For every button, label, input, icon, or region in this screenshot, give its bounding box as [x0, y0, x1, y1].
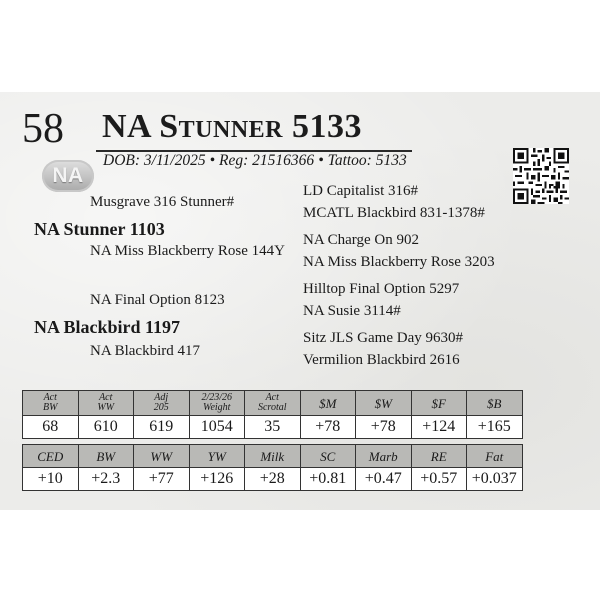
value-ced: +10 [23, 468, 79, 491]
pedigree-gen3-3: NA Charge On 902 [303, 232, 419, 248]
epd-header-row [23, 445, 523, 468]
separator: • [318, 152, 324, 169]
pedigree-sire: NA Stunner 1103 [34, 219, 165, 239]
value-weight: 1054 [189, 416, 245, 439]
tattoo: Tattoo: 5133 [327, 152, 407, 169]
pedigree-gen3-2: MCATL Blackbird 831-1378# [303, 205, 485, 221]
value-dollar-m: +78 [300, 416, 356, 439]
header-re: RE [411, 445, 467, 468]
header-bw: BW [78, 445, 134, 468]
pedigree-gen3-5: Hilltop Final Option 5297 [303, 281, 460, 297]
header-adj-205: Adj 205 [134, 391, 190, 416]
header-dollar-m: $M [300, 391, 356, 416]
pedigree-dam-sire: NA Final Option 8123 [90, 292, 225, 308]
header-marb: Marb [356, 445, 412, 468]
lot-card [0, 92, 600, 510]
value-fat: +0.037 [467, 468, 523, 491]
value-bw: +2.3 [78, 468, 134, 491]
value-act-bw: 68 [23, 416, 79, 439]
pedigree-gen3-1: LD Capitalist 316# [303, 183, 418, 199]
pedigree-sire-dam: NA Miss Blackberry Rose 144Y [90, 243, 285, 259]
header-fat: Fat [467, 445, 523, 468]
value-ww: +77 [134, 468, 190, 491]
pedigree-gen3-8: Vermilion Blackbird 2616 [303, 352, 460, 368]
na-logo: NA [42, 160, 94, 192]
header-dollar-b: $B [467, 391, 523, 416]
value-dollar-w: +78 [356, 416, 412, 439]
pedigree-sire-sire: Musgrave 316 Stunner# [90, 194, 235, 210]
performance-header-row [23, 391, 523, 416]
performance-table [22, 390, 523, 439]
animal-info-line [103, 152, 407, 170]
pedigree-gen3-6: NA Susie 3114# [303, 303, 401, 319]
header-sc: SC [300, 445, 356, 468]
animal-name: NA Stunner 5133 [102, 108, 362, 145]
header-dollar-f: $F [411, 391, 467, 416]
header-yw: YW [189, 445, 245, 468]
pedigree-gen3-4: NA Miss Blackberry Rose 3203 [303, 254, 495, 270]
epd-value-row [23, 468, 523, 491]
header-ww: WW [134, 445, 190, 468]
lot-number: 58 [22, 106, 64, 152]
value-re: +0.57 [411, 468, 467, 491]
epd-table [22, 444, 523, 491]
header-dollar-w: $W [356, 391, 412, 416]
value-act-ww: 610 [78, 416, 134, 439]
value-dollar-b: +165 [467, 416, 523, 439]
value-marb: +0.47 [356, 468, 412, 491]
value-act-scrotal: 35 [245, 416, 301, 439]
performance-value-row [23, 416, 523, 439]
value-sc: +0.81 [300, 468, 356, 491]
value-yw: +126 [189, 468, 245, 491]
dob: DOB: 3/11/2025 [103, 152, 206, 169]
value-adj-205: 619 [134, 416, 190, 439]
header-ced: CED [23, 445, 79, 468]
value-dollar-f: +124 [411, 416, 467, 439]
pedigree-dam-dam: NA Blackbird 417 [90, 343, 200, 359]
header-act-scrotal: Act Scrotal [245, 391, 301, 416]
header-act-bw: Act BW [23, 391, 79, 416]
header-weight: 2/23/26 Weight [189, 391, 245, 416]
value-milk: +28 [245, 468, 301, 491]
qr-code-icon[interactable] [513, 148, 569, 204]
header-milk: Milk [245, 445, 301, 468]
pedigree-gen3-7: Sitz JLS Game Day 9630# [303, 330, 463, 346]
separator: • [209, 152, 216, 169]
pedigree-dam: NA Blackbird 1197 [34, 317, 181, 337]
registration: Reg: 21516366 [219, 152, 315, 169]
header-act-ww: Act WW [78, 391, 134, 416]
